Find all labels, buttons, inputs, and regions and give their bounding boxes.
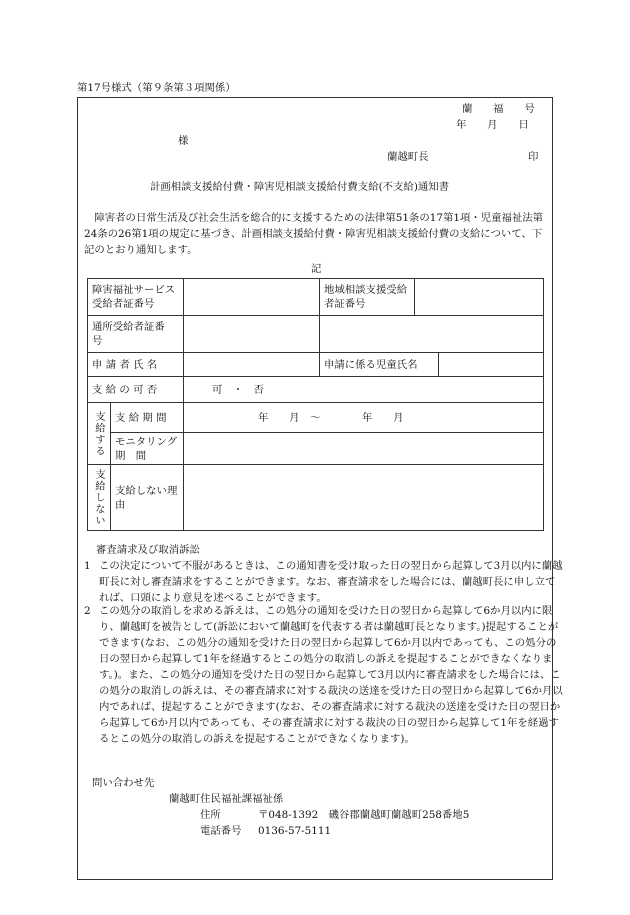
document-number: 蘭 福 号 [462,103,535,115]
document-title: 計画相談支援給付費・障害児相談支援給付費支給(不支給)通知書 [150,181,450,193]
contact-address: 〒048-1392 磯谷郡蘭越町蘭越町258番地5 [258,809,470,821]
appeal-item-2 [84,603,565,747]
appeal-heading: 審査請求及び取消訴訟 [96,544,200,556]
approval-label: 支 給 の 可 否 [88,377,184,403]
appeal-item-1-number: 1 [84,560,91,572]
table-row [88,433,544,465]
contact-office: 蘭越町住民福祉課福祉係 [169,793,284,805]
appeal-item-1 [84,558,565,606]
document-date: 年 月 日 [456,119,529,131]
form-number: 第17号様式（第９条第３項関係） [77,82,236,94]
service-cert-label: 障害福祉サービス受給者証番号 [88,279,184,316]
table-row [88,316,544,353]
ki-label: 記 [311,263,322,275]
table-row [88,353,544,377]
period-value[interactable]: 年 月 ～ 年 月 [184,403,544,433]
seal-mark: 印 [528,151,539,163]
group-deny-label: 支給しない [88,465,111,531]
contact-phone: 0136-57-5111 [258,825,332,837]
child-name-field[interactable] [439,353,544,377]
denial-reason-field[interactable] [184,465,544,531]
table-row [88,377,544,403]
contact-address-label: 住所 [200,809,221,821]
contact-phone-label: 電話番号 [200,825,242,837]
table-row [88,465,544,531]
day-service-cert-label: 通所受給者証番 号 [88,316,184,353]
denial-reason-label: 支給しない理 由 [111,465,184,531]
child-name-label: 申請に係る児童氏名 [320,353,439,377]
service-cert-number-field[interactable] [184,279,320,316]
row2-blank-cell [320,316,544,353]
decision-table [87,278,544,531]
group-approve-label: 支給する [88,403,111,465]
table-row [88,279,544,316]
appeal-item-2-text: この処分の取消しを求める訴えは、この処分の通知を受けた日の翌日から起算して6か月以内に限り、蘭越町を被告として(訴訟において蘭越町を代表する者は蘭越町長となります。)提起することができます(なお、この処分の通知を受けた日の翌日から起算して6か月以内であっても、この処分の日の翌日から起算して1年を経過するとこの処分の取消しの訴えを提起することができなくなります。)。また、この処分の通知を受けた日の翌日から起算して3月以内に審査請求をした場合には、この処分の取消しの訴えは、その審査請求に対する裁決の送達を受けた日の翌日から起算して6か月以内であれば、提起することができます(なお、その審査請求に対する裁決の送達を受けた日の翌日から起算して6か月以内であっても、その審査請求に対する裁決の日の翌日から起算して1年を経過するとこの処分の取消しの訴えを提起することができなくなります)。 [99,605,563,745]
monitoring-period-label: モニタリング 期 間 [111,433,184,465]
appeal-item-1-text: この決定について不服があるときは、この通知書を受け取った日の翌日から起算して3月以内に蘭越町長に対し審査請求をすることができます。なお、審査請求をした場合には、蘭越町長に申し立てれば、口頭により意見を述べることができます。 [99,560,563,604]
monitoring-period-field[interactable] [184,433,544,465]
period-label: 支 給 期 間 [111,403,184,433]
table-row [88,403,544,433]
applicant-name-label: 申 請 者 氏 名 [88,353,184,377]
applicant-name-field[interactable] [184,353,320,377]
intro-text: 障害者の日常生活及び社会生活を総合的に支援するための法律第51条の17第1項・児童福祉法第24条の26第1項の規定に基づき、計画相談支援給付費・障害児相談支援給付費の支給について、下記のとおり通知します。 [84,212,544,256]
approval-value[interactable]: 可 ・ 否 [184,377,544,403]
issuer-name: 蘭越町長 [387,151,429,163]
regional-cert-number-field[interactable] [415,279,544,316]
intro-paragraph [84,210,548,258]
addressee-suffix: 様 [178,135,189,147]
appeal-item-2-number: 2 [84,605,91,617]
regional-cert-label: 地域相談支援受給者証番号 [320,279,415,316]
contact-heading: 問い合わせ先 [92,777,155,789]
